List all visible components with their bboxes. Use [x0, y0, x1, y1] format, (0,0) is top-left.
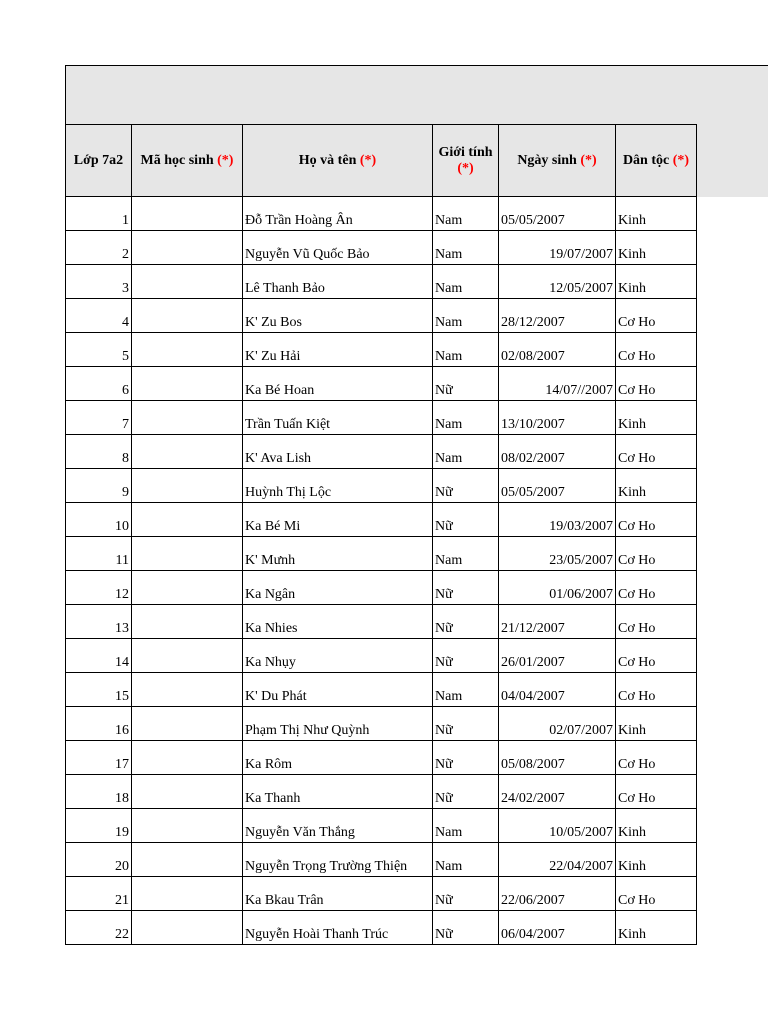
cell-dob[interactable]: 10/05/2007 — [499, 809, 616, 843]
header-full-name-label: Họ và tên — [298, 152, 357, 168]
cell-dob[interactable]: 04/04/2007 — [499, 673, 616, 707]
cell-ethnicity[interactable]: Cơ Ho — [616, 775, 697, 809]
table-row — [66, 435, 697, 469]
cell-full-name[interactable]: Nguyễn Vũ Quốc Bảo — [243, 231, 433, 265]
table-row — [66, 605, 697, 639]
cell-student-id[interactable] — [132, 435, 243, 469]
cell-stt[interactable]: 12 — [66, 571, 132, 605]
cell-gender[interactable]: Nữ — [433, 911, 499, 945]
cell-dob[interactable]: 12/05/2007 — [499, 265, 616, 299]
cell-gender[interactable]: Nữ — [433, 503, 499, 537]
cell-full-name[interactable]: Ka Bé Hoan — [243, 367, 433, 401]
cell-stt[interactable]: 6 — [66, 367, 132, 401]
cell-student-id[interactable] — [132, 571, 243, 605]
cell-stt[interactable]: 7 — [66, 401, 132, 435]
cell-gender[interactable]: Nam — [433, 809, 499, 843]
cell-stt[interactable]: 16 — [66, 707, 132, 741]
cell-ethnicity[interactable]: Cơ Ho — [616, 673, 697, 707]
cell-gender[interactable]: Nam — [433, 231, 499, 265]
cell-ethnicity[interactable]: Cơ Ho — [616, 537, 697, 571]
cell-dob[interactable]: 21/12/2007 — [499, 605, 616, 639]
cell-dob[interactable]: 05/05/2007 — [499, 469, 616, 503]
cell-stt[interactable]: 22 — [66, 911, 132, 945]
cell-full-name[interactable]: Huỳnh Thị Lộc — [243, 469, 433, 503]
cell-ethnicity[interactable]: Cơ Ho — [616, 877, 697, 911]
cell-dob[interactable]: 19/07/2007 — [499, 231, 616, 265]
required-mark: (*) — [217, 152, 234, 168]
table-row — [66, 333, 697, 367]
cell-gender[interactable]: Nữ — [433, 605, 499, 639]
cell-dob[interactable]: 01/06/2007 — [499, 571, 616, 605]
cell-full-name[interactable]: K' Zu Hải — [243, 333, 433, 367]
cell-stt[interactable]: 17 — [66, 741, 132, 775]
cell-dob[interactable]: 23/05/2007 — [499, 537, 616, 571]
cell-student-id[interactable] — [132, 775, 243, 809]
cell-ethnicity[interactable]: Cơ Ho — [616, 571, 697, 605]
table-row — [66, 469, 697, 503]
cell-dob[interactable]: 02/07/2007 — [499, 707, 616, 741]
cell-stt[interactable]: 9 — [66, 469, 132, 503]
cell-gender[interactable]: Nam — [433, 537, 499, 571]
cell-full-name[interactable]: Nguyễn Văn Thắng — [243, 809, 433, 843]
cell-stt[interactable]: 13 — [66, 605, 132, 639]
table-header — [66, 125, 697, 197]
required-mark: (*) — [457, 160, 474, 176]
cell-dob[interactable]: 13/10/2007 — [499, 401, 616, 435]
cell-student-id[interactable] — [132, 537, 243, 571]
header-student-id-label: Mã học sinh — [140, 152, 214, 168]
cell-full-name[interactable]: Ka Nhies — [243, 605, 433, 639]
cell-full-name[interactable]: Trần Tuấn Kiệt — [243, 401, 433, 435]
cell-student-id[interactable] — [132, 911, 243, 945]
cell-full-name[interactable]: Ka Rôm — [243, 741, 433, 775]
cell-stt[interactable]: 14 — [66, 639, 132, 673]
cell-ethnicity[interactable]: Cơ Ho — [616, 299, 697, 333]
header-student-id[interactable] — [132, 125, 243, 197]
table-body — [66, 197, 697, 945]
cell-dob[interactable]: 26/01/2007 — [499, 639, 616, 673]
cell-ethnicity[interactable]: Cơ Ho — [616, 639, 697, 673]
table-row — [66, 197, 697, 231]
table-row — [66, 911, 697, 945]
cell-gender[interactable]: Nam — [433, 435, 499, 469]
cell-ethnicity[interactable]: Kinh — [616, 401, 697, 435]
cell-gender[interactable]: Nữ — [433, 469, 499, 503]
cell-ethnicity[interactable]: Kinh — [616, 197, 697, 231]
table-row — [66, 231, 697, 265]
cell-student-id[interactable] — [132, 741, 243, 775]
cell-stt[interactable]: 4 — [66, 299, 132, 333]
cell-full-name[interactable]: Ka Bkau Trân — [243, 877, 433, 911]
cell-stt[interactable]: 5 — [66, 333, 132, 367]
cell-ethnicity[interactable]: Cơ Ho — [616, 367, 697, 401]
cell-full-name[interactable]: Nguyễn Trọng Trường Thiện — [243, 843, 433, 877]
cell-ethnicity[interactable]: Kinh — [616, 265, 697, 299]
cell-gender[interactable]: Nữ — [433, 639, 499, 673]
cell-student-id[interactable] — [132, 469, 243, 503]
cell-dob[interactable]: 22/04/2007 — [499, 843, 616, 877]
cell-gender[interactable]: Nam — [433, 333, 499, 367]
cell-stt[interactable]: 2 — [66, 231, 132, 265]
cell-ethnicity[interactable]: Cơ Ho — [616, 333, 697, 367]
table-row — [66, 639, 697, 673]
cell-dob[interactable]: 19/03/2007 — [499, 503, 616, 537]
table-row — [66, 843, 697, 877]
header-class-label: Lớp 7a2 — [73, 152, 124, 168]
cell-dob[interactable]: 08/02/2007 — [499, 435, 616, 469]
cell-ethnicity[interactable]: Kinh — [616, 843, 697, 877]
table-row — [66, 571, 697, 605]
cell-student-id[interactable] — [132, 401, 243, 435]
table-row — [66, 265, 697, 299]
cell-student-id[interactable] — [132, 197, 243, 231]
sheet-banner — [65, 65, 768, 124]
table-row — [66, 877, 697, 911]
cell-full-name[interactable]: Lê Thanh Bảo — [243, 265, 433, 299]
cell-student-id[interactable] — [132, 265, 243, 299]
cell-ethnicity[interactable]: Kinh — [616, 231, 697, 265]
header-class[interactable] — [66, 125, 132, 197]
header-ethnicity-label: Dân tộc — [622, 152, 670, 168]
table-row — [66, 775, 697, 809]
cell-stt[interactable]: 10 — [66, 503, 132, 537]
cell-gender[interactable]: Nam — [433, 673, 499, 707]
cell-full-name[interactable]: Ka Bé Mi — [243, 503, 433, 537]
table-row — [66, 367, 697, 401]
cell-full-name[interactable]: Ka Thanh — [243, 775, 433, 809]
sheet-banner-extension — [696, 124, 768, 197]
cell-stt[interactable]: 1 — [66, 197, 132, 231]
cell-stt[interactable]: 19 — [66, 809, 132, 843]
cell-gender[interactable]: Nữ — [433, 741, 499, 775]
cell-gender[interactable]: Nữ — [433, 571, 499, 605]
cell-stt[interactable]: 15 — [66, 673, 132, 707]
student-roster-table — [65, 124, 697, 945]
cell-ethnicity[interactable]: Cơ Ho — [616, 605, 697, 639]
cell-ethnicity[interactable]: Cơ Ho — [616, 741, 697, 775]
cell-gender[interactable]: Nữ — [433, 877, 499, 911]
header-full-name[interactable] — [243, 125, 433, 197]
table-row — [66, 809, 697, 843]
cell-full-name[interactable]: K' Du Phát — [243, 673, 433, 707]
cell-full-name[interactable]: Đỗ Trần Hoàng Ân — [243, 197, 433, 231]
cell-ethnicity[interactable]: Kinh — [616, 469, 697, 503]
header-gender[interactable] — [433, 125, 499, 197]
cell-gender[interactable]: Nữ — [433, 367, 499, 401]
cell-student-id[interactable] — [132, 843, 243, 877]
cell-dob[interactable]: 14/07//2007 — [499, 367, 616, 401]
cell-stt[interactable]: 11 — [66, 537, 132, 571]
cell-full-name[interactable]: K' Mưnh — [243, 537, 433, 571]
cell-gender[interactable]: Nữ — [433, 775, 499, 809]
header-ethnicity[interactable] — [616, 125, 697, 197]
required-mark: (*) — [580, 152, 597, 168]
header-row — [66, 125, 697, 197]
header-gender-label: Giới tính — [438, 144, 493, 160]
cell-ethnicity[interactable]: Cơ Ho — [616, 503, 697, 537]
table-row — [66, 673, 697, 707]
cell-full-name[interactable]: Phạm Thị Như Quỳnh — [243, 707, 433, 741]
cell-student-id[interactable] — [132, 673, 243, 707]
cell-full-name[interactable]: Ka Nhụy — [243, 639, 433, 673]
table-row — [66, 503, 697, 537]
cell-gender[interactable]: Nam — [433, 299, 499, 333]
table-row — [66, 401, 697, 435]
table-row — [66, 537, 697, 571]
cell-student-id[interactable] — [132, 639, 243, 673]
cell-student-id[interactable] — [132, 877, 243, 911]
cell-dob[interactable]: 05/08/2007 — [499, 741, 616, 775]
cell-ethnicity[interactable]: Kinh — [616, 707, 697, 741]
cell-student-id[interactable] — [132, 503, 243, 537]
cell-ethnicity[interactable]: Kinh — [616, 911, 697, 945]
header-dob-label: Ngày sinh — [517, 152, 577, 168]
cell-stt[interactable]: 21 — [66, 877, 132, 911]
cell-gender[interactable]: Nữ — [433, 707, 499, 741]
cell-dob[interactable]: 02/08/2007 — [499, 333, 616, 367]
cell-full-name[interactable]: K' Ava Lish — [243, 435, 433, 469]
cell-student-id[interactable] — [132, 333, 243, 367]
cell-stt[interactable]: 3 — [66, 265, 132, 299]
cell-stt[interactable]: 18 — [66, 775, 132, 809]
cell-ethnicity[interactable]: Kinh — [616, 809, 697, 843]
cell-student-id[interactable] — [132, 809, 243, 843]
cell-dob[interactable]: 24/02/2007 — [499, 775, 616, 809]
cell-dob[interactable]: 05/05/2007 — [499, 197, 616, 231]
cell-full-name[interactable]: Ka Ngân — [243, 571, 433, 605]
cell-gender[interactable]: Nam — [433, 401, 499, 435]
cell-student-id[interactable] — [132, 367, 243, 401]
cell-ethnicity[interactable]: Cơ Ho — [616, 435, 697, 469]
cell-gender[interactable]: Nam — [433, 843, 499, 877]
cell-gender[interactable]: Nam — [433, 197, 499, 231]
cell-stt[interactable]: 20 — [66, 843, 132, 877]
cell-student-id[interactable] — [132, 299, 243, 333]
cell-gender[interactable]: Nam — [433, 265, 499, 299]
cell-dob[interactable]: 28/12/2007 — [499, 299, 616, 333]
cell-full-name[interactable]: K' Zu Bos — [243, 299, 433, 333]
required-mark: (*) — [359, 152, 377, 168]
cell-student-id[interactable] — [132, 707, 243, 741]
cell-stt[interactable]: 8 — [66, 435, 132, 469]
cell-full-name[interactable]: Nguyễn Hoài Thanh Trúc — [243, 911, 433, 945]
cell-student-id[interactable] — [132, 231, 243, 265]
table-row — [66, 741, 697, 775]
table-row — [66, 299, 697, 333]
required-mark: (*) — [672, 152, 690, 168]
header-dob[interactable] — [499, 125, 616, 197]
table-row — [66, 707, 697, 741]
cell-dob[interactable]: 22/06/2007 — [499, 877, 616, 911]
cell-student-id[interactable] — [132, 605, 243, 639]
cell-dob[interactable]: 06/04/2007 — [499, 911, 616, 945]
